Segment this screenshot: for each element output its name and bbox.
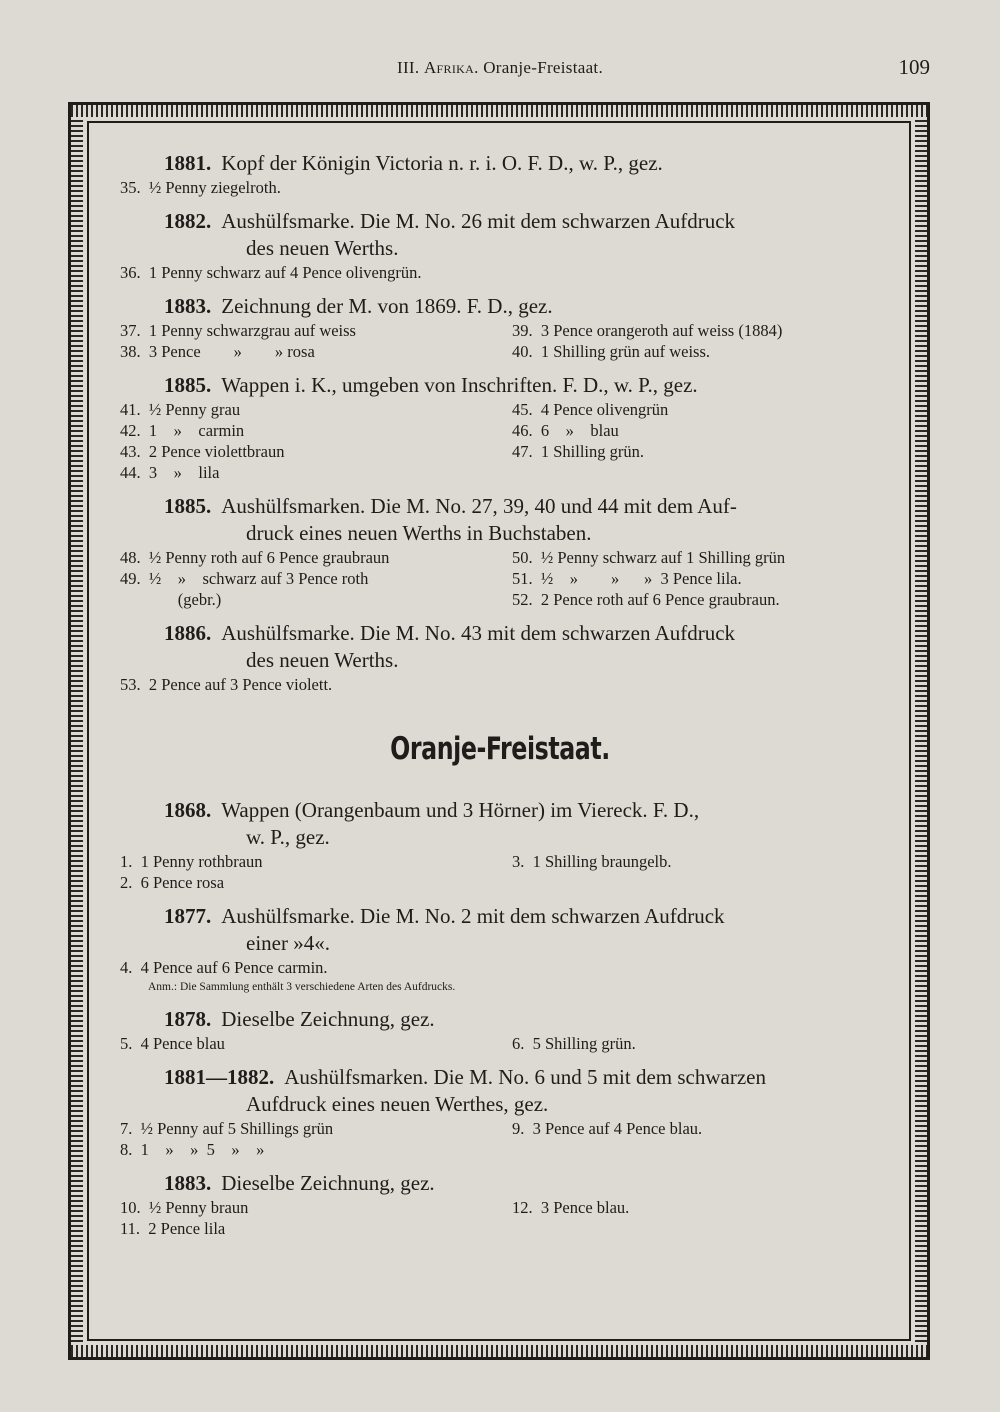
issue-section xyxy=(120,208,880,283)
stamp-entry-right: 51. ½ » » » 3 Pence lila. xyxy=(512,569,742,588)
issue-section xyxy=(120,797,880,893)
running-title xyxy=(0,58,1000,78)
issue-section xyxy=(120,903,880,996)
issue-description-continued: w. P., gez. xyxy=(246,825,330,849)
stamp-entry-left: 2. 6 Pence rosa xyxy=(120,873,225,892)
issue-heading xyxy=(120,372,880,399)
sections-top xyxy=(120,150,880,695)
annotation-note: Anm.: Die Sammlung enthält 3 verschiedene Arten des Aufdrucks. xyxy=(148,981,456,993)
issue-heading xyxy=(120,150,880,177)
stamp-entry-left: 48. ½ Penny roth auf 6 Pence graubraun xyxy=(120,548,390,567)
issue-heading xyxy=(120,1006,880,1033)
stamp-row xyxy=(120,1139,880,1160)
stamp-row xyxy=(120,320,880,341)
stamp-row xyxy=(120,674,880,695)
stamp-entry-left: 42. 1 » carmin xyxy=(120,421,245,440)
stamp-entry-left: 53. 2 Pence auf 3 Pence violett. xyxy=(120,675,333,694)
issue-year: 1881. xyxy=(164,151,212,175)
stamp-entry-left: 7. ½ Penny auf 5 Shillings grün xyxy=(120,1119,334,1138)
stamp-row xyxy=(120,399,880,420)
stamp-row xyxy=(120,462,880,483)
issue-description: Aushülfsmarke. Die M. No. 26 mit dem schwarzen Aufdruck xyxy=(221,209,736,233)
issue-year: 1883. xyxy=(164,294,212,318)
stamp-entry-left: 11. 2 Pence lila xyxy=(120,1219,226,1238)
stamp-row xyxy=(120,1218,880,1239)
issue-year: 1883. xyxy=(164,1171,212,1195)
stamp-entry-left: 10. ½ Penny braun xyxy=(120,1198,249,1217)
stamp-entry-right: 52. 2 Pence roth auf 6 Pence graubraun. xyxy=(512,590,780,609)
stamp-entry-right: 47. 1 Shilling grün. xyxy=(512,442,645,461)
country-heading: Oranje-Freistaat. xyxy=(390,731,610,767)
issue-description: Aushülfsmarken. Die M. No. 27, 39, 40 und 44 mit dem Auf- xyxy=(221,494,737,518)
issue-year: 1868. xyxy=(164,798,212,822)
issue-year: 1881—1882. xyxy=(164,1065,275,1089)
issue-heading xyxy=(120,293,880,320)
issue-heading xyxy=(120,620,880,674)
page-header xyxy=(0,55,1000,84)
stamp-entry-left: 4. 4 Pence auf 6 Pence carmin. xyxy=(120,958,328,977)
issue-year: 1885. xyxy=(164,494,212,518)
page-number: 109 xyxy=(898,55,930,79)
stamp-row xyxy=(120,568,880,589)
issue-description-continued: einer »4«. xyxy=(246,931,330,955)
issue-description: Wappen i. K., umgeben von Inschriften. F. D., w. P., gez. xyxy=(221,373,698,397)
issue-year: 1877. xyxy=(164,904,212,928)
issue-heading xyxy=(120,1064,880,1118)
stamp-entry-left: 5. 4 Pence blau xyxy=(120,1034,225,1053)
issue-description-continued: druck eines neuen Werths in Buchstaben. xyxy=(246,521,592,545)
issue-heading xyxy=(120,797,880,851)
stamp-entry-right: 50. ½ Penny schwarz auf 1 Shilling grün xyxy=(512,548,786,567)
stamp-entry-left: 8. 1 » » 5 » » xyxy=(120,1140,265,1159)
sections-bottom xyxy=(120,797,880,1239)
part-number: III. xyxy=(396,58,420,77)
issue-description-continued: des neuen Werths. xyxy=(246,648,399,672)
stamp-entry-left: 36. 1 Penny schwarz auf 4 Pence olivengrün. xyxy=(120,263,422,282)
stamp-entry-right: 6. 5 Shilling grün. xyxy=(512,1034,636,1053)
stamp-entry-left: (gebr.) xyxy=(120,590,222,609)
stamp-entry-right: 39. 3 Pence orangeroth auf weiss (1884) xyxy=(512,321,783,340)
issue-description: Wappen (Orangenbaum und 3 Hörner) im Viereck. F. D., xyxy=(221,798,700,822)
stamp-entry-left: 1. 1 Penny rothbraun xyxy=(120,852,263,871)
catalogue-content xyxy=(120,150,880,1249)
stamp-entry-right: 45. 4 Pence olivengrün xyxy=(512,400,669,419)
issue-section xyxy=(120,620,880,695)
issue-description-continued: Aufdruck eines neuen Werthes, gez. xyxy=(246,1092,549,1116)
issue-description: Dieselbe Zeichnung, gez. xyxy=(221,1171,435,1195)
stamp-entry-right: 40. 1 Shilling grün auf weiss. xyxy=(512,342,710,361)
stamp-row xyxy=(120,957,880,978)
stamp-row xyxy=(120,262,880,283)
stamp-entry-left: 44. 3 » lila xyxy=(120,463,220,482)
stamp-row xyxy=(120,1033,880,1054)
issue-year: 1882. xyxy=(164,209,212,233)
stamp-entry-left: 43. 2 Pence violettbraun xyxy=(120,442,285,461)
issue-heading xyxy=(120,903,880,957)
stamp-row xyxy=(120,1118,880,1139)
continent-label: Afrika. xyxy=(423,58,479,77)
stamp-row xyxy=(120,872,880,893)
stamp-row xyxy=(120,1197,880,1218)
issue-description: Aushülfsmarke. Die M. No. 2 mit dem schwarzen Aufdruck xyxy=(221,904,725,928)
issue-description: Aushülfsmarke. Die M. No. 43 mit dem schwarzen Aufdruck xyxy=(221,621,736,645)
issue-section xyxy=(120,1064,880,1160)
stamp-entry-left: 38. 3 Pence » » rosa xyxy=(120,342,315,361)
stamp-row xyxy=(120,589,880,610)
stamp-row xyxy=(120,851,880,872)
stamp-entry-left: 41. ½ Penny grau xyxy=(120,400,241,419)
issue-heading xyxy=(120,493,880,547)
issue-section xyxy=(120,1006,880,1054)
issue-description: Dieselbe Zeichnung, gez. xyxy=(221,1007,435,1031)
issue-section xyxy=(120,493,880,610)
stamp-entry-left: 37. 1 Penny schwarzgrau auf weiss xyxy=(120,321,356,340)
issue-section xyxy=(120,372,880,483)
stamp-row xyxy=(120,341,880,362)
stamp-row xyxy=(120,420,880,441)
stamp-entry-left: 49. ½ » schwarz auf 3 Pence roth xyxy=(120,569,369,588)
stamp-entry-right: 46. 6 » blau xyxy=(512,421,619,440)
issue-section xyxy=(120,293,880,362)
stamp-entry-right: 3. 1 Shilling braungelb. xyxy=(512,852,672,871)
issue-year: 1878. xyxy=(164,1007,212,1031)
issue-section xyxy=(120,150,880,198)
issue-year: 1885. xyxy=(164,373,212,397)
issue-description: Aushülfsmarken. Die M. No. 6 und 5 mit dem schwarzen xyxy=(284,1065,766,1089)
stamp-entry-right: 12. 3 Pence blau. xyxy=(512,1198,630,1217)
issue-heading xyxy=(120,208,880,262)
stamp-row xyxy=(120,547,880,568)
stamp-entry-left: 35. ½ Penny ziegelroth. xyxy=(120,178,281,197)
issue-description: Zeichnung der M. von 1869. F. D., gez. xyxy=(221,294,553,318)
issue-description-continued: des neuen Werths. xyxy=(246,236,399,260)
stamp-row xyxy=(120,177,880,198)
stamp-row xyxy=(120,441,880,462)
country-label: Oranje-Freistaat. xyxy=(483,58,603,77)
issue-year: 1886. xyxy=(164,621,212,645)
stamp-entry-right: 9. 3 Pence auf 4 Pence blau. xyxy=(512,1119,703,1138)
issue-section xyxy=(120,1170,880,1239)
issue-description: Kopf der Königin Victoria n. r. i. O. F. D., w. P., gez. xyxy=(221,151,663,175)
issue-heading xyxy=(120,1170,880,1197)
